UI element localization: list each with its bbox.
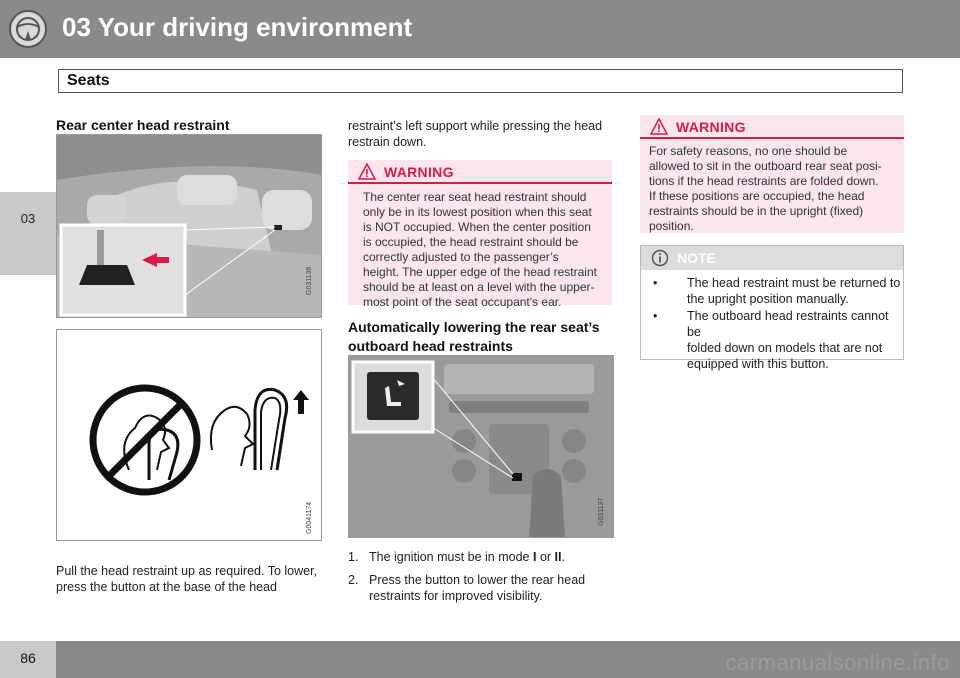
dashboard-console-illustration xyxy=(349,356,614,538)
warning-header xyxy=(348,160,612,184)
section-header xyxy=(58,69,903,93)
chapter-title: 03 Your driving environment xyxy=(62,12,413,42)
note-item-1 xyxy=(653,275,903,309)
warning-header xyxy=(640,115,904,139)
step-text-part: or xyxy=(536,550,555,564)
warning-triangle-icon xyxy=(358,163,376,180)
warning-line: is occupied, the head restraint should be xyxy=(363,235,579,249)
warning-line: The center rear seat head restraint should xyxy=(363,190,587,204)
warning-text xyxy=(649,144,896,234)
bullet: • xyxy=(653,276,658,290)
middle-continuation-line-2: restrain down. xyxy=(348,135,427,149)
step-text xyxy=(369,572,585,604)
section-title: Seats xyxy=(67,72,110,89)
steering-wheel-icon xyxy=(8,9,48,49)
note-line: The outboard head restraints cannot be xyxy=(687,309,889,339)
step-text-part: The ignition must be in mode xyxy=(369,550,533,564)
step-line: Press the button to lower the rear head xyxy=(369,573,586,587)
warning-box-center xyxy=(348,160,612,309)
warning-line: is NOT occupied. When the center position xyxy=(363,220,591,234)
page-number: 86 xyxy=(20,650,36,666)
warning-text xyxy=(363,190,604,310)
note-item-text xyxy=(687,275,900,307)
note-header xyxy=(641,246,903,270)
left-paragraph-line-1: Pull the head restraint up as required. To lower, xyxy=(56,564,318,578)
warning-line: only be in its lowest position when this seat xyxy=(363,205,592,219)
figure-code: G0041174 xyxy=(306,501,313,534)
note-line: folded down on models that are not xyxy=(687,341,883,355)
warning-line: should be at least on a level with the upper- xyxy=(363,280,595,294)
chapter-tab xyxy=(0,192,56,275)
ignition-mode-ii: II xyxy=(554,550,562,564)
warning-line: tions if the head restraints are folded down. xyxy=(649,174,879,188)
note-line: The head restraint must be returned to xyxy=(687,276,901,290)
step-text-part: . xyxy=(561,550,565,564)
middle-heading-line-1: Automatically lowering the rear seat’s xyxy=(348,319,600,335)
warning-triangle-icon xyxy=(650,118,668,135)
warning-line: height. The upper edge of the head restraint xyxy=(363,265,597,279)
watermark: carmanualsonline.info xyxy=(725,650,950,675)
step-text xyxy=(369,549,565,565)
figure-headrest-diagram xyxy=(56,329,322,541)
warning-line: correctly adjusted to the passenger’s xyxy=(363,250,559,264)
step-item-2 xyxy=(348,572,612,606)
left-heading: Rear center head restraint xyxy=(56,117,230,133)
warning-line: For safety reasons, no one should be xyxy=(649,144,848,158)
note-line: the upright position manually. xyxy=(687,292,849,306)
step-line: restraints for improved visibility. xyxy=(369,589,543,603)
figure-code: G031136 xyxy=(306,266,313,295)
note-line: equipped with this button. xyxy=(687,357,829,371)
step-item-1 xyxy=(348,549,612,565)
warning-title: WARNING xyxy=(676,119,746,135)
header-bar xyxy=(0,0,960,58)
note-item-2 xyxy=(653,308,903,371)
warning-line: allowed to sit in the outboard rear seat posi- xyxy=(649,159,882,173)
rear-seat-illustration xyxy=(57,135,322,318)
headrest-position-illustration xyxy=(57,330,322,541)
note-box xyxy=(640,245,904,371)
middle-continuation-line-1: restraint’s left support while pressing the head xyxy=(348,119,603,133)
ignition-mode-i: I xyxy=(532,550,537,564)
middle-heading-line-2: outboard head restraints xyxy=(348,338,513,354)
warning-box-outboard xyxy=(640,115,904,233)
figure-rear-headrest-photo xyxy=(56,134,322,318)
note-item-text xyxy=(687,308,903,372)
step-number: 1. xyxy=(348,550,359,564)
info-circle-icon xyxy=(651,249,669,267)
step-number: 2. xyxy=(348,573,359,587)
warning-line: If these positions are occupied, the head xyxy=(649,189,865,203)
note-title: NOTE xyxy=(677,250,716,266)
figure-code: G031137 xyxy=(598,497,605,526)
left-paragraph-line-2: press the button at the base of the head xyxy=(56,580,277,594)
bullet: • xyxy=(653,309,658,323)
warning-title: WARNING xyxy=(384,164,454,180)
warning-line: position. xyxy=(649,219,694,233)
warning-line: most point of the seat occupant's ear. xyxy=(363,295,562,309)
warning-line: restraints should be in the upright (fixed) xyxy=(649,204,864,218)
chapter-tab-label: 03 xyxy=(20,211,36,226)
figure-dashboard-button xyxy=(348,355,614,538)
